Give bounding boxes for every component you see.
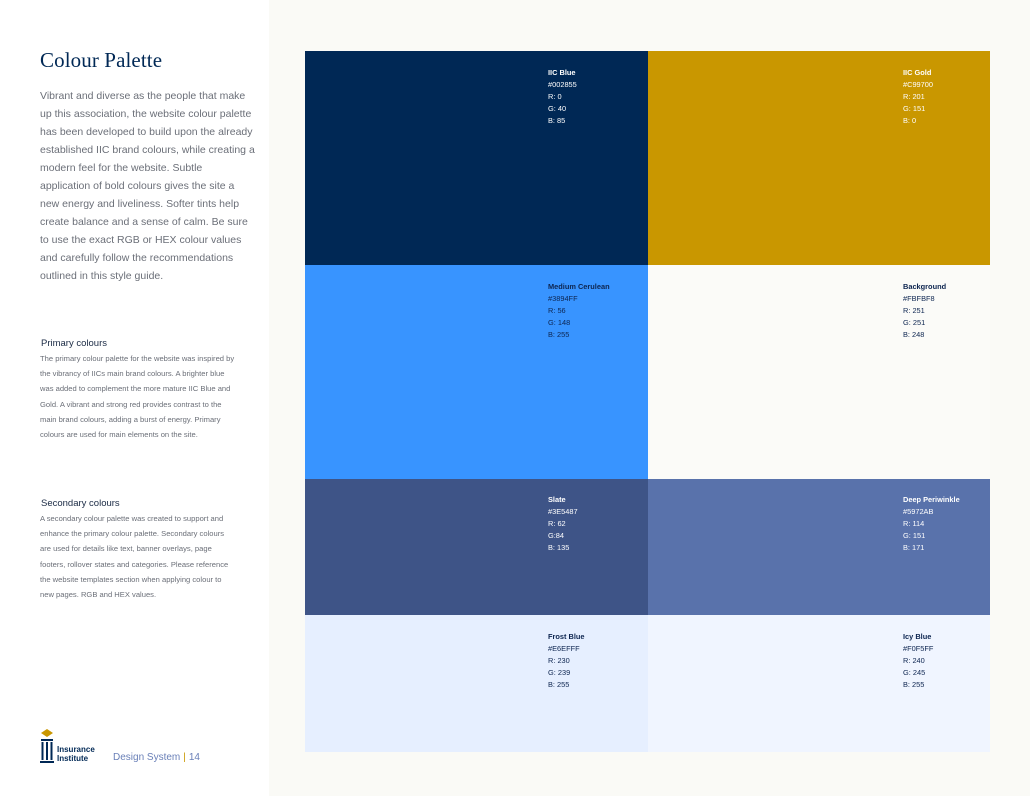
swatch-name: Deep Periwinkle <box>903 495 960 504</box>
swatch-r: R: 201 <box>903 92 925 101</box>
swatch-hex: #5972AB <box>903 507 934 516</box>
swatch-r: R: 0 <box>548 92 562 101</box>
swatch-slate <box>305 479 648 615</box>
primary-colours-heading: Primary colours <box>41 338 107 349</box>
swatch-g: G: 239 <box>548 668 571 677</box>
swatch-hex: #F0F5FF <box>903 644 934 653</box>
swatch-b: B: 0 <box>903 116 917 125</box>
logo-line-1: Insurance <box>57 745 95 754</box>
swatch-b: B: 85 <box>548 116 566 125</box>
secondary-colours-body: A secondary colour palette was created to support and enhance the primary colour palette. Secondary colours are used for details like text, banner overlays, page footers, rollover states and categories. Please reference the website templates section when applying colour to new pages. RGB and HEX values. <box>40 514 229 600</box>
swatch-name: Slate <box>548 495 566 504</box>
page-title: Colour Palette <box>40 48 163 72</box>
pillar-logo-icon <box>40 729 54 763</box>
swatch-hex: #E6EFFF <box>548 644 580 653</box>
swatch-b: B: 255 <box>903 680 925 689</box>
swatch-r: R: 114 <box>903 519 925 528</box>
swatch-name: Icy Blue <box>903 632 932 641</box>
footer-label: Design System <box>113 752 181 763</box>
swatch-b: B: 248 <box>903 330 925 339</box>
swatch-frost-blue <box>305 615 648 752</box>
logo-line-2: Institute <box>57 754 89 763</box>
swatch-g: G: 245 <box>903 668 926 677</box>
swatch-hex: #3E5487 <box>548 507 578 516</box>
swatch-g: G: 151 <box>903 104 926 113</box>
swatch-b: B: 255 <box>548 330 570 339</box>
swatch-icy-blue <box>648 615 990 752</box>
swatch-name: IIC Gold <box>903 68 932 77</box>
swatch-g: G: 251 <box>903 318 926 327</box>
swatch-iic-blue <box>305 51 648 265</box>
swatch-name: Background <box>903 282 947 291</box>
swatch-hex: #FBFBF8 <box>903 294 935 303</box>
swatch-g: G:84 <box>548 531 565 540</box>
swatch-r: R: 62 <box>548 519 566 528</box>
swatch-name: IIC Blue <box>548 68 576 77</box>
swatch-b: B: 255 <box>548 680 570 689</box>
swatch-hex: #3894FF <box>548 294 578 303</box>
secondary-colours-heading: Secondary colours <box>41 498 120 509</box>
swatch-hex: #C99700 <box>903 80 933 89</box>
footer-separator: | <box>183 752 186 763</box>
swatch-name: Frost Blue <box>548 632 585 641</box>
swatch-hex: #002855 <box>548 80 577 89</box>
swatch-r: R: 230 <box>548 656 570 665</box>
swatch-r: R: 56 <box>548 306 566 315</box>
swatch-g: G: 40 <box>548 104 567 113</box>
swatch-g: G: 151 <box>903 531 926 540</box>
swatch-deep-periwinkle <box>648 479 990 615</box>
swatch-r: R: 240 <box>903 656 925 665</box>
footer <box>113 752 200 763</box>
insurance-institute-logo <box>40 729 120 765</box>
swatch-medium-cerulean <box>305 265 648 479</box>
swatch-r: R: 251 <box>903 306 925 315</box>
swatch-iic-gold <box>648 51 990 265</box>
swatch-background <box>648 265 990 479</box>
swatch-name: Medium Cerulean <box>548 282 610 291</box>
swatch-g: G: 148 <box>548 318 571 327</box>
intro-paragraph: Vibrant and diverse as the people that make up this association, the website colour palette has been developed to build upon the already established IIC brand colours, while creating a modern feel for the website. Subtle application of bold colours gives the site a new energy and liveliness. Softer tints help create balance and a sense of calm. Be sure to use the exact RGB or HEX colour values and carefully follow the recommendations outlined in this style guide. <box>40 90 255 282</box>
sidebar <box>0 0 269 796</box>
swatch-b: B: 171 <box>903 543 925 552</box>
primary-colours-body: The primary colour palette for the website was inspired by the vibrancy of IICs main brand colours. A brighter blue was added to complement the more mature IIC Blue and Gold. A vibrant and strong red provides contrast to the main brand colours, adding a burst of energy. Primary colours are used for main elements on the site. <box>40 354 235 440</box>
swatch-b: B: 135 <box>548 543 570 552</box>
page-number: 14 <box>188 752 200 763</box>
